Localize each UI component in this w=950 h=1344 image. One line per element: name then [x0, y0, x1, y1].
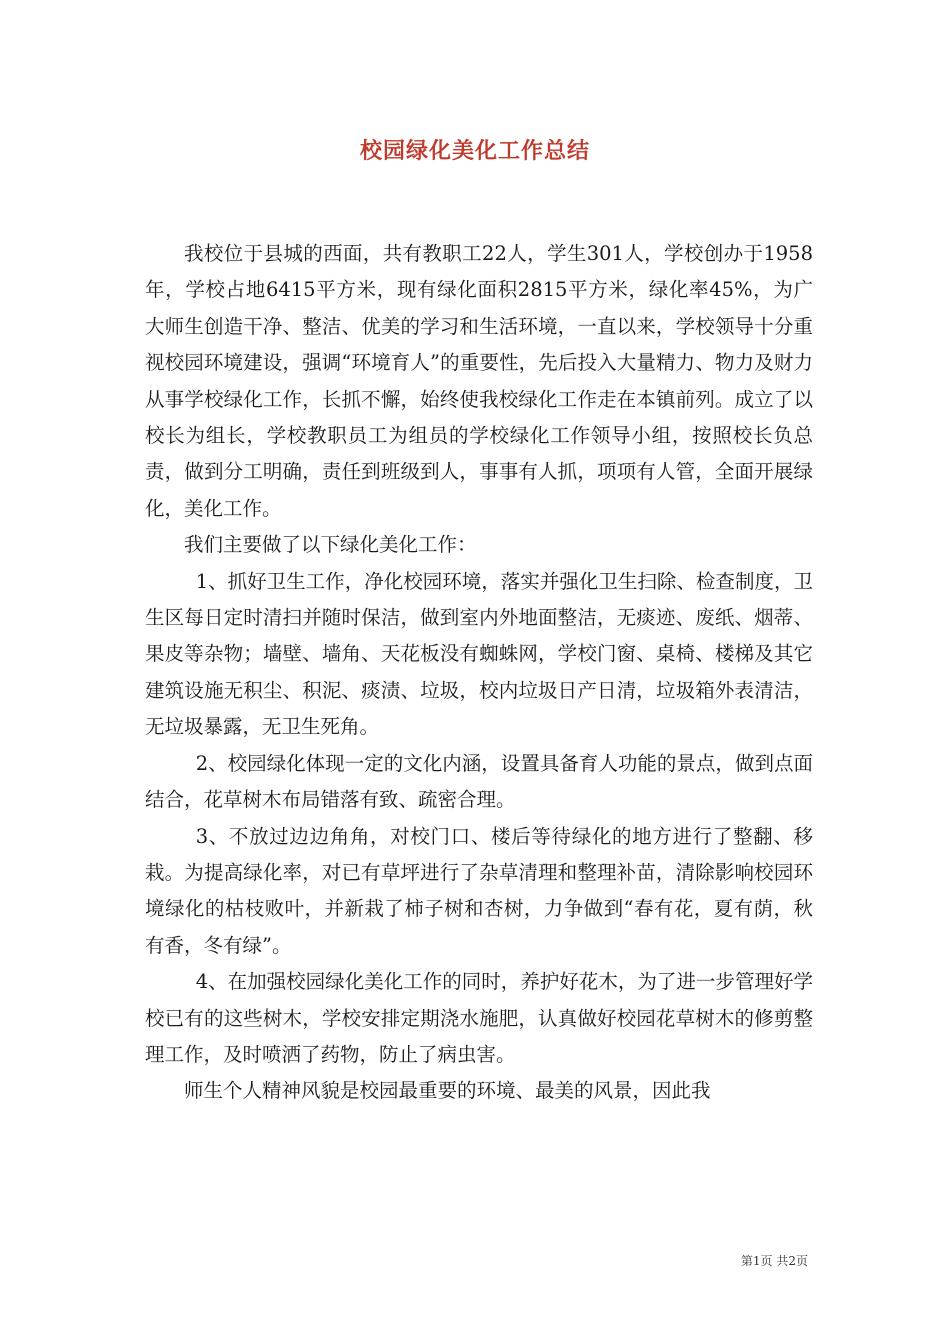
paragraph-item-1: 1、抓好卫生工作，净化校园环境，落实并强化卫生扫除、检查制度，卫生区每日定时清扫并随时保洁，做到室内外地面整洁，无痰迹、废纸、烟蒂、果皮等杂物；墙壁、墙角、天花板没有蜘蛛网，学校门窗、桌椅、楼梯及其它建筑设施无积尘、积泥、痰渍、垃圾，校内垃圾日产日清，垃圾箱外表清洁，无垃圾暴露，无卫生死角。: [145, 569, 813, 739]
paragraph-item-3: 3、不放过边边角角，对校门口、楼后等待绿化的地方进行了整翻、移栽。为提高绿化率，对已有草坪进行了杂草清理和整理补苗，清除影响校园环境绿化的枯枝败叶，并新栽了柿子树和杏树，力争做到“春有花，夏有荫，秋有香，冬有绿”。: [145, 824, 813, 957]
paragraph-summary-lead: 我们主要做了以下绿化美化工作：: [184, 533, 477, 557]
paragraph-intro: 我校位于县城的西面，共有教职工22人，学生301人，学校创办于1958年，学校占地6415平方米，现有绿化面积2815平方米，绿化率45%，为广大师生创造干净、整洁、优美的学习和生活环境，一直以来，学校领导十分重视校园环境建设，强调“环境育人”的重要性，先后投入大量精力、物力及财力从事学校绿化工作，长抓不懈，始终使我校绿化工作走在本镇前列。成立了以校长为组长，学校教职员工为组员的学校绿化工作领导小组，按照校长负总责，做到分工明确，责任到班级到人，事事有人抓，项项有人管，全面开展绿化，美化工作。: [145, 242, 813, 520]
document-title: 校园绿化美化工作总结: [359, 138, 590, 164]
paragraph-closing: 师生个人精神风貌是校园最重要的环境、最美的风景，因此我: [184, 1079, 711, 1103]
paragraph-item-2: 2、校园绿化体现一定的文化内涵，设置具备育人功能的景点，做到点面结合，花草树木布局错落有致、疏密合理。: [145, 751, 813, 812]
document-body: [145, 236, 813, 1110]
paragraph-item-4: 4、在加强校园绿化美化工作的同时，养护好花木，为了进一步管理好学校已有的这些树木，学校安排定期浇水施肥，认真做好校园花草树木的修剪整理工作，及时喷洒了药物，防止了病虫害。: [145, 970, 813, 1066]
page-number-footer: 第1页 共2页: [740, 1254, 808, 1268]
